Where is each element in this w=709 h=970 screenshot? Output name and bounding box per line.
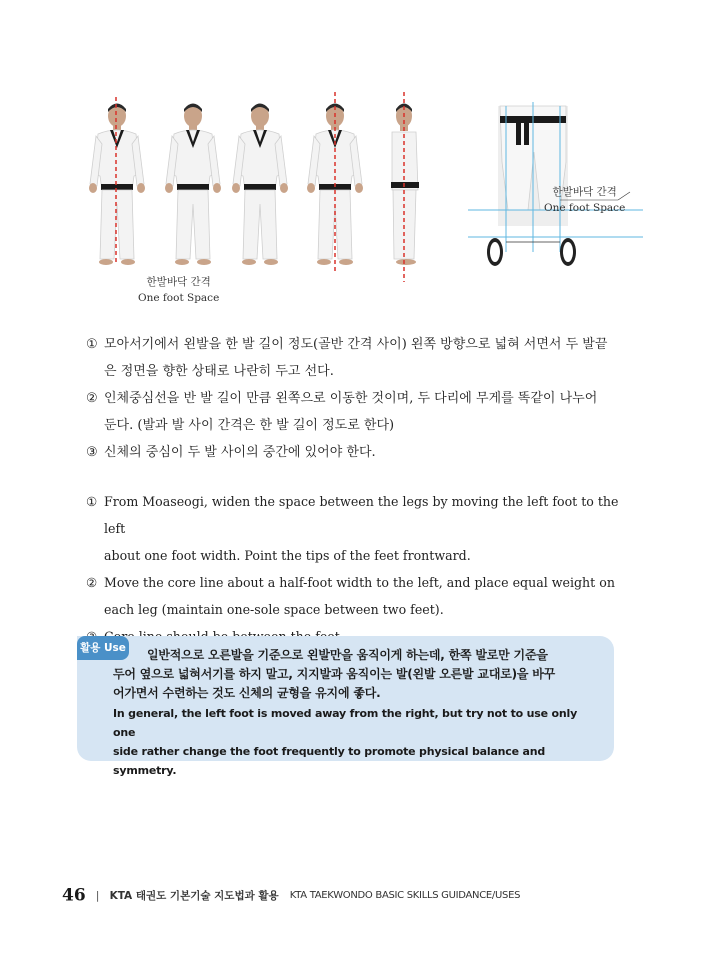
footer-separator: | <box>95 889 100 902</box>
page-footer <box>62 885 520 906</box>
step-number: ① <box>86 494 98 509</box>
use-line: 어가면서 수련하는 것도 신체의 균형을 유지에 좋다. <box>113 686 381 700</box>
korean-instructions <box>86 331 636 466</box>
step-line: each leg (maintain one-sole space between two feet). <box>104 602 444 617</box>
list-item <box>86 331 636 385</box>
list-item <box>86 569 636 623</box>
label-ko: 한발바닥 간격 <box>146 276 211 288</box>
label-ko: 한발바닥 간격 <box>552 186 617 198</box>
step-line: 모아서기에서 왼발을 한 발 길이 정도(골반 간격 사이) 왼쪽 방향으로 넓혀 서면서 두 발끝 <box>104 337 608 352</box>
step-line: 신체의 중심이 두 발 사이의 중간에 있어야 한다. <box>104 445 376 460</box>
stance-illustration <box>78 92 648 307</box>
use-line: 두어 옆으로 넓혀서기를 하지 말고, 지지발과 움직이는 발(왼발 오른발 교대로)을 바꾸 <box>113 667 556 681</box>
footer-title-korean: KTA 태권도 기본기술 지도법과 활용 <box>109 890 279 902</box>
list-item <box>86 439 636 466</box>
label-en: One foot Space <box>544 202 626 214</box>
step-line: about one foot width. Point the tips of the feet frontward. <box>104 548 471 563</box>
step-number: ① <box>86 337 98 352</box>
label-en: One foot Space <box>138 292 220 304</box>
use-line: In general, the left foot is moved away from the right, but try not to use only one <box>113 707 578 739</box>
use-line: side rather change the foot frequently to promote physical balance and symmetry. <box>113 745 546 777</box>
step-line: 둔다. (발과 발 사이 간격은 한 발 길이 정도로 한다) <box>104 418 395 433</box>
use-line: 일반적으로 오른발을 기준으로 왼발만을 움직이게 하는데, 한쪽 발로만 기준을 <box>147 648 548 662</box>
english-instructions <box>86 488 636 650</box>
use-note-english <box>113 704 598 780</box>
list-item <box>86 385 636 439</box>
use-tag: 활용 Use <box>77 636 129 660</box>
step-number: ② <box>86 575 98 590</box>
use-note-text <box>113 646 598 780</box>
label-one-foot-space-right <box>544 184 625 216</box>
page-number: 46 <box>62 885 86 906</box>
step-line: 은 정면을 향한 상태로 나란히 두고 선다. <box>104 364 334 379</box>
footer-title-english: KTA TAEKWONDO BASIC SKILLS GUIDANCE/USES <box>289 890 521 901</box>
label-one-foot-space-left <box>138 274 219 306</box>
step-line: 인체중심선을 반 발 길이 만큼 왼쪽으로 이동한 것이며, 두 다리에 무게를 똑같이 나누어 <box>104 391 598 406</box>
use-note-korean <box>113 646 598 703</box>
step-number: ③ <box>86 445 98 460</box>
step-line: From Moaseogi, widen the space between the legs by moving the left foot to the left <box>104 494 619 536</box>
step-line: Move the core line about a half-foot width to the left, and place equal weight on <box>104 575 615 590</box>
step-number: ② <box>86 391 98 406</box>
list-item <box>86 488 636 569</box>
